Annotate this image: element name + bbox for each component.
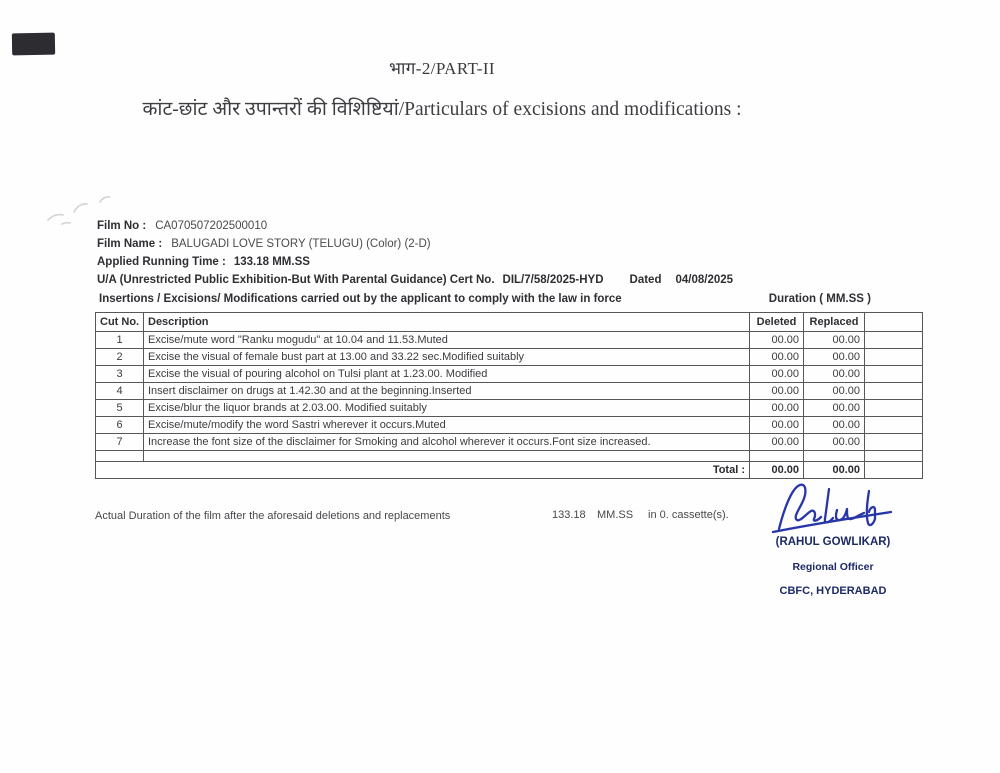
- total-row: [96, 462, 923, 479]
- table-row: [96, 332, 923, 349]
- cert-no-value: DIL/7/58/2025-HYD: [502, 274, 604, 286]
- actual-duration-unit: MM.SS: [597, 509, 634, 521]
- table-row: [96, 417, 923, 434]
- film-name-line: [97, 235, 733, 253]
- col-header-deleted: Deleted: [750, 313, 804, 332]
- blank-cell: [865, 332, 923, 349]
- film-name-label: Film Name :: [97, 238, 163, 250]
- col-header-description: Description: [144, 313, 750, 332]
- total-replaced: 00.00: [804, 462, 865, 479]
- blank-cell: [865, 400, 923, 417]
- replaced-cell: 00.00: [804, 400, 865, 417]
- film-no-value: CA070507202500010: [155, 220, 268, 232]
- film-details: [97, 217, 733, 289]
- table-row: [96, 400, 923, 417]
- excisions-table: [95, 312, 923, 479]
- replaced-cell: 00.00: [804, 366, 865, 383]
- signatory-title: Regional Officer: [792, 561, 874, 573]
- description-cell: Excise the visual of pouring alcohol on Tulsi plant at 1.23.00. Modified: [144, 366, 750, 383]
- col-header-replaced: Replaced: [804, 313, 865, 332]
- blank-cell: [865, 366, 923, 383]
- deleted-cell: 00.00: [750, 366, 804, 383]
- certificate-line: [97, 271, 733, 289]
- cut-no-cell: 1: [96, 332, 144, 349]
- signatory-name: (RAHUL GOWLIKAR): [775, 536, 891, 548]
- replaced-cell: 00.00: [804, 349, 865, 366]
- deleted-cell: 00.00: [750, 400, 804, 417]
- table-header-row: [96, 313, 923, 332]
- description-cell: Excise the visual of female bust part at 13.00 and 33.22 sec.Modified suitably: [144, 349, 750, 366]
- part-title: भाग-2/PART-II: [389, 59, 495, 78]
- running-time-line: [97, 253, 733, 271]
- deleted-cell: 00.00: [750, 434, 804, 451]
- handwritten-signature: [769, 479, 897, 535]
- duration-header: Duration ( MM.SS ): [768, 293, 871, 305]
- description-cell: Insert disclaimer on drugs at 1.42.30 and at the beginning.Inserted: [144, 383, 750, 400]
- replaced-cell: 00.00: [804, 332, 865, 349]
- cut-no-cell: 4: [96, 383, 144, 400]
- col-header-cut-no: Cut No.: [96, 313, 144, 332]
- cut-no-cell: 5: [96, 400, 144, 417]
- running-time-value: 133.18 MM.SS: [233, 256, 310, 268]
- table-row: [96, 366, 923, 383]
- table-row: [96, 434, 923, 451]
- document-header: [0, 56, 884, 121]
- replaced-cell: 00.00: [804, 383, 865, 400]
- replaced-cell: 00.00: [804, 434, 865, 451]
- deleted-cell: 00.00: [750, 383, 804, 400]
- cut-no-cell: 6: [96, 417, 144, 434]
- table-caption: Insertions / Excisions/ Modifications carried out by the applicant to comply with the law in force: [99, 293, 622, 305]
- deleted-cell: 00.00: [750, 349, 804, 366]
- cert-prefix: U/A (Unrestricted Public Exhibition-But With Parental Guidance) Cert No.: [97, 274, 495, 286]
- description-cell: Excise/mute word "Ranku mogudu" at 10.04 and 11.53.Muted: [144, 332, 750, 349]
- film-no-label: Film No :: [97, 220, 147, 232]
- replaced-cell: 00.00: [804, 417, 865, 434]
- blank-cell: [865, 434, 923, 451]
- cassette-count-text: in 0. cassette(s).: [648, 509, 729, 521]
- cut-no-cell: 3: [96, 366, 144, 383]
- spacer-row: [96, 451, 923, 462]
- signature-block: [762, 479, 904, 597]
- cut-no-cell: 2: [96, 349, 144, 366]
- deleted-cell: 00.00: [750, 417, 804, 434]
- cut-no-cell: 7: [96, 434, 144, 451]
- total-deleted: 00.00: [750, 462, 804, 479]
- page-title: कांट-छांट और उपान्तरों की विशिष्टियां/Particulars of excisions and modifications :: [142, 99, 742, 120]
- total-label: Total :: [96, 462, 750, 479]
- blank-cell: [865, 417, 923, 434]
- actual-duration-value: 133.18: [552, 509, 586, 521]
- description-cell: Increase the font size of the disclaimer for Smoking and alcohol wherever it occurs.Font size increased.: [144, 434, 750, 451]
- table-row: [96, 349, 923, 366]
- table-row: [96, 383, 923, 400]
- blank-cell: [865, 349, 923, 366]
- film-no-line: [97, 217, 733, 235]
- description-cell: Excise/mute/modify the word Sastri wherever it occurs.Muted: [144, 417, 750, 434]
- actual-duration-text: Actual Duration of the film after the aforesaid deletions and replacements: [95, 510, 451, 522]
- signatory-org: CBFC, HYDERABAD: [779, 585, 887, 597]
- col-header-blank: [865, 313, 923, 332]
- table-caption-row: [99, 293, 921, 305]
- film-name-value: BALUGADI LOVE STORY (TELUGU) (Color) (2-D): [171, 238, 431, 250]
- dated-value: 04/08/2025: [675, 274, 734, 286]
- blank-cell: [865, 383, 923, 400]
- deleted-cell: 00.00: [750, 332, 804, 349]
- running-time-label: Applied Running Time :: [97, 256, 226, 268]
- scan-ink-blot-artifact: [12, 33, 55, 56]
- dated-label: Dated: [629, 274, 662, 286]
- description-cell: Excise/blur the liquor brands at 2.03.00. Modified suitably: [144, 400, 750, 417]
